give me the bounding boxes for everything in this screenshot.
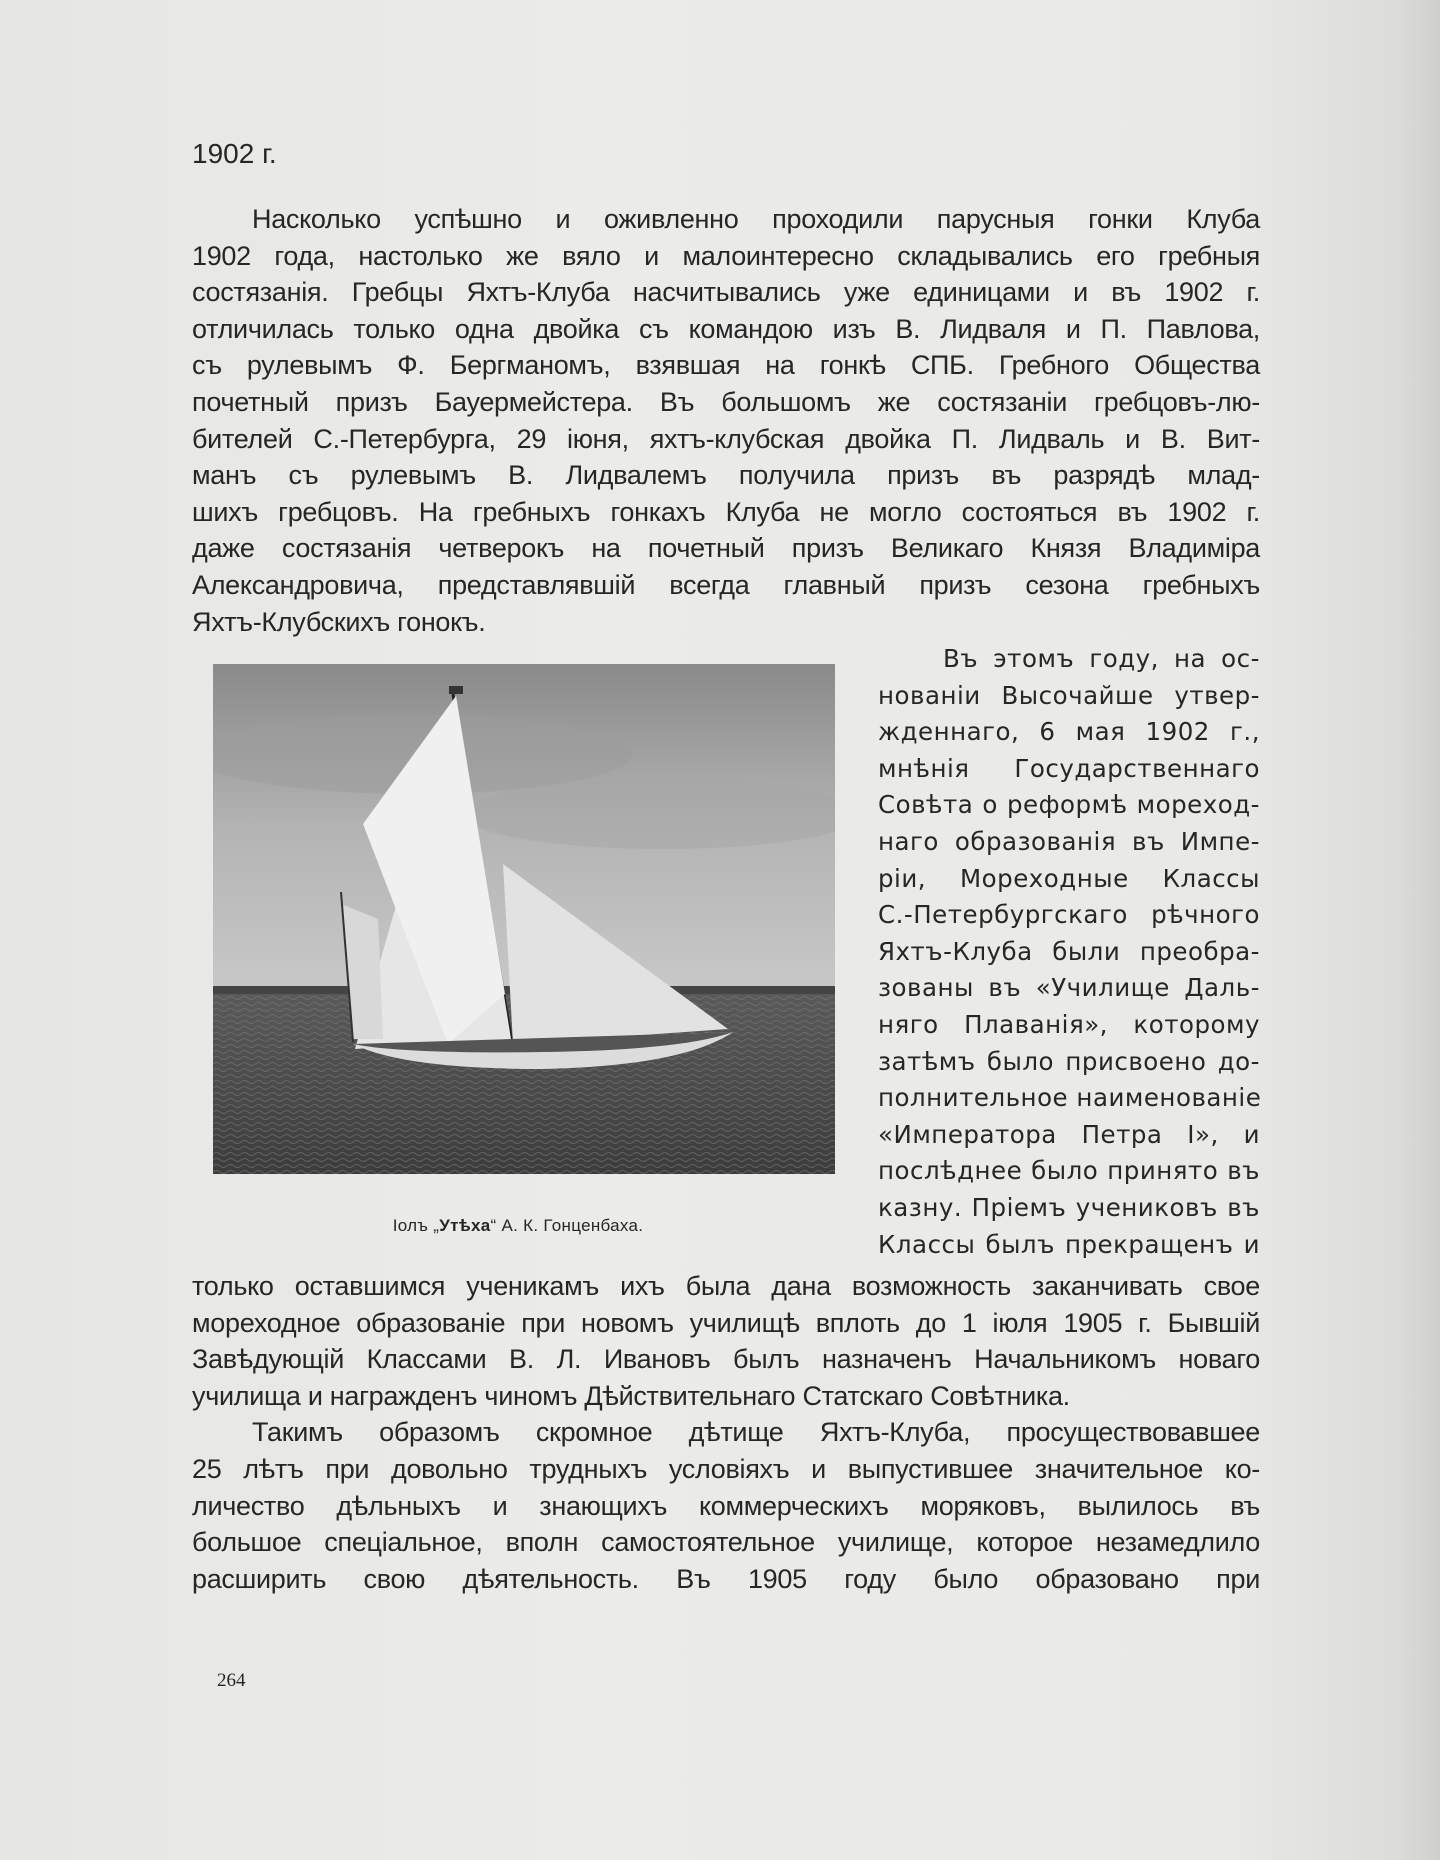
text-line: ріи, Мореходные Классы (878, 863, 1260, 893)
text-line: шихъ гребцовъ. На гребныхъ гонкахъ Клуба не могло состояться въ 1902 г. (192, 496, 1260, 527)
page-number: 264 (217, 1670, 246, 1691)
text-line: Насколько успѣшно и оживленно проходили парусныя гонки Клуба (252, 204, 1260, 234)
text-line: 25 лѣтъ при довольно трудныхъ условіяхъ и выпустившее значительное ко- (192, 1453, 1260, 1484)
text-line: Александровича, представлявшій всегда главный призъ сезона гребныхъ (192, 569, 1260, 600)
section-heading-year: 1902 г. (192, 138, 277, 169)
text-line: отличилась только одна двойка съ командою изъ В. Лидваля и П. Павлова, (192, 313, 1260, 344)
text-line: расширить свою дѣятельность. Въ 1905 году было образовано при (192, 1563, 1260, 1594)
text-line: Совѣта о реформѣ мореход- (878, 790, 1260, 820)
text-line: почетный призъ Бауермейстера. Въ большомъ же состязаніи гребцовъ-лю- (192, 386, 1260, 417)
text-line: большое спеціальное, вполн самостоятельное училище, которое незамедлило (192, 1527, 1260, 1558)
text-line: наго образованія въ Импе- (878, 826, 1260, 856)
caption-suffix: “ А. К. Гонценбаха. (490, 1216, 644, 1235)
yawl-photo (213, 664, 835, 1174)
caption-yacht-name: Утѣха (439, 1216, 491, 1235)
text-line: мореходное образованіе при новомъ училищѣ вплоть до 1 іюля 1905 г. Бывшій (192, 1307, 1260, 1338)
text-line: состязанія. Гребцы Яхтъ-Клуба насчитывались уже единицами и въ 1902 г. (192, 277, 1260, 308)
text-line: няго Плаванія», которому (878, 1009, 1260, 1039)
text-line: С.-Петербургскаго рѣчного (878, 900, 1260, 930)
text-line: съ рулевымъ Ф. Бергманомъ, взявшая на гонкѣ СПБ. Гребного Общества (192, 350, 1260, 381)
text-line: бителей С.-Петербурга, 29 іюня, яхтъ-клубская двойка П. Лидваль и В. Вит- (192, 423, 1260, 454)
text-line: только оставшимся ученикамъ ихъ была дана возможность заканчивать свое (192, 1271, 1260, 1301)
text-line: личество дѣльныхъ и знающихъ коммерческихъ моряковъ, вылилось въ (192, 1490, 1260, 1521)
text-line: мнѣнія Государственнаго (878, 753, 1260, 783)
caption-prefix: Іолъ „ (392, 1216, 440, 1235)
paragraph-school (192, 1268, 1260, 1597)
text-line: полнительное наименованіе (878, 1083, 1262, 1113)
text-line: Такимъ образомъ скромное дѣтище Яхтъ-Клуба, просуществовавшее (252, 1417, 1260, 1448)
text-line: затѣмъ было присвоено до- (878, 1046, 1260, 1076)
text-line: нованіи Высочайше утвер- (878, 680, 1260, 710)
sailboat-image (213, 664, 835, 1174)
text-line: Яхтъ-Клуба были преобра- (878, 936, 1260, 966)
text-line: «Императора Петра I», и (878, 1119, 1260, 1149)
text-line: училища и награжденъ чиномъ Дѣйствительнаго Статскаго Совѣтника. (192, 1380, 1070, 1411)
text-line: Завѣдующій Классами В. Л. Ивановъ былъ назначенъ Начальникомъ новаго (192, 1344, 1260, 1375)
text-line: казну. Пріемъ учениковъ въ (878, 1192, 1260, 1222)
text-line: Яхтъ-Клубскихъ гонокъ. (192, 606, 486, 637)
text-line: послѣднее было принято въ (878, 1156, 1260, 1186)
text-line: даже состязанія четверокъ на почетный призъ Великаго Князя Владиміра (192, 533, 1260, 564)
paragraph-rowing (192, 201, 1260, 640)
paragraph-nautical-classes (878, 641, 1260, 1263)
text-line: жденнаго, 6 мая 1902 г., (878, 717, 1260, 747)
text-line: 1902 года, настолько же вяло и малоинтересно складывались его гребныя (192, 240, 1260, 271)
text-line: Классы былъ прекращенъ и (878, 1229, 1260, 1259)
text-line: зованы въ «Училище Даль- (878, 973, 1260, 1003)
text-line: Въ этомъ году, на ос- (943, 644, 1260, 673)
photo-caption (280, 1216, 756, 1236)
text-line: манъ съ рулевымъ В. Лидвалемъ получила призъ въ разрядѣ млад- (192, 460, 1260, 491)
